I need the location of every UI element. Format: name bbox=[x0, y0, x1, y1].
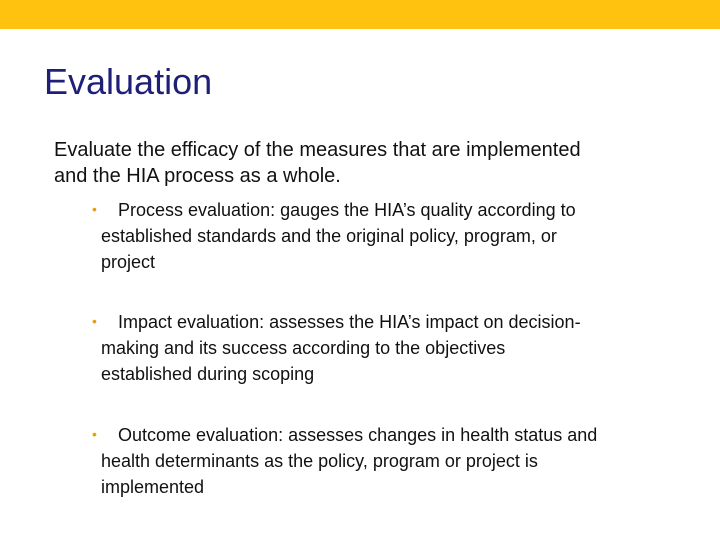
bullet-outcome-evaluation bbox=[88, 421, 708, 500]
bullet-line-1: Impact evaluation: assesses the HIA’s impact on decision- bbox=[118, 312, 581, 332]
bullet-line-3: implemented bbox=[101, 477, 205, 497]
bullet-line-2: health determinants as the policy, program or project is bbox=[101, 451, 538, 471]
bullet-dot-icon: • bbox=[92, 201, 97, 217]
bullet-line-2: established standards and the original policy, program, or bbox=[101, 226, 557, 246]
top-accent-bar bbox=[0, 0, 720, 29]
intro-line-1: Evaluate the efficacy of the measures that are implemented bbox=[54, 139, 581, 161]
bullet-process-evaluation bbox=[88, 196, 708, 275]
slide-title: Evaluation bbox=[44, 61, 213, 102]
bullet-impact-evaluation bbox=[88, 308, 708, 387]
bullet-dot-icon: • bbox=[92, 426, 97, 442]
bullet-line-3: project bbox=[101, 252, 156, 272]
bullet-dot-icon: • bbox=[92, 313, 97, 329]
intro-line-2: and the HIA process as a whole. bbox=[54, 165, 341, 187]
bullet-line-1: Outcome evaluation: assesses changes in health status and bbox=[118, 425, 598, 445]
bullet-line-3: established during scoping bbox=[101, 364, 315, 384]
bullet-line-1: Process evaluation: gauges the HIA’s quality according to bbox=[118, 200, 576, 220]
intro-paragraph bbox=[54, 137, 704, 189]
bullet-line-2: making and its success according to the objectives bbox=[101, 338, 506, 358]
